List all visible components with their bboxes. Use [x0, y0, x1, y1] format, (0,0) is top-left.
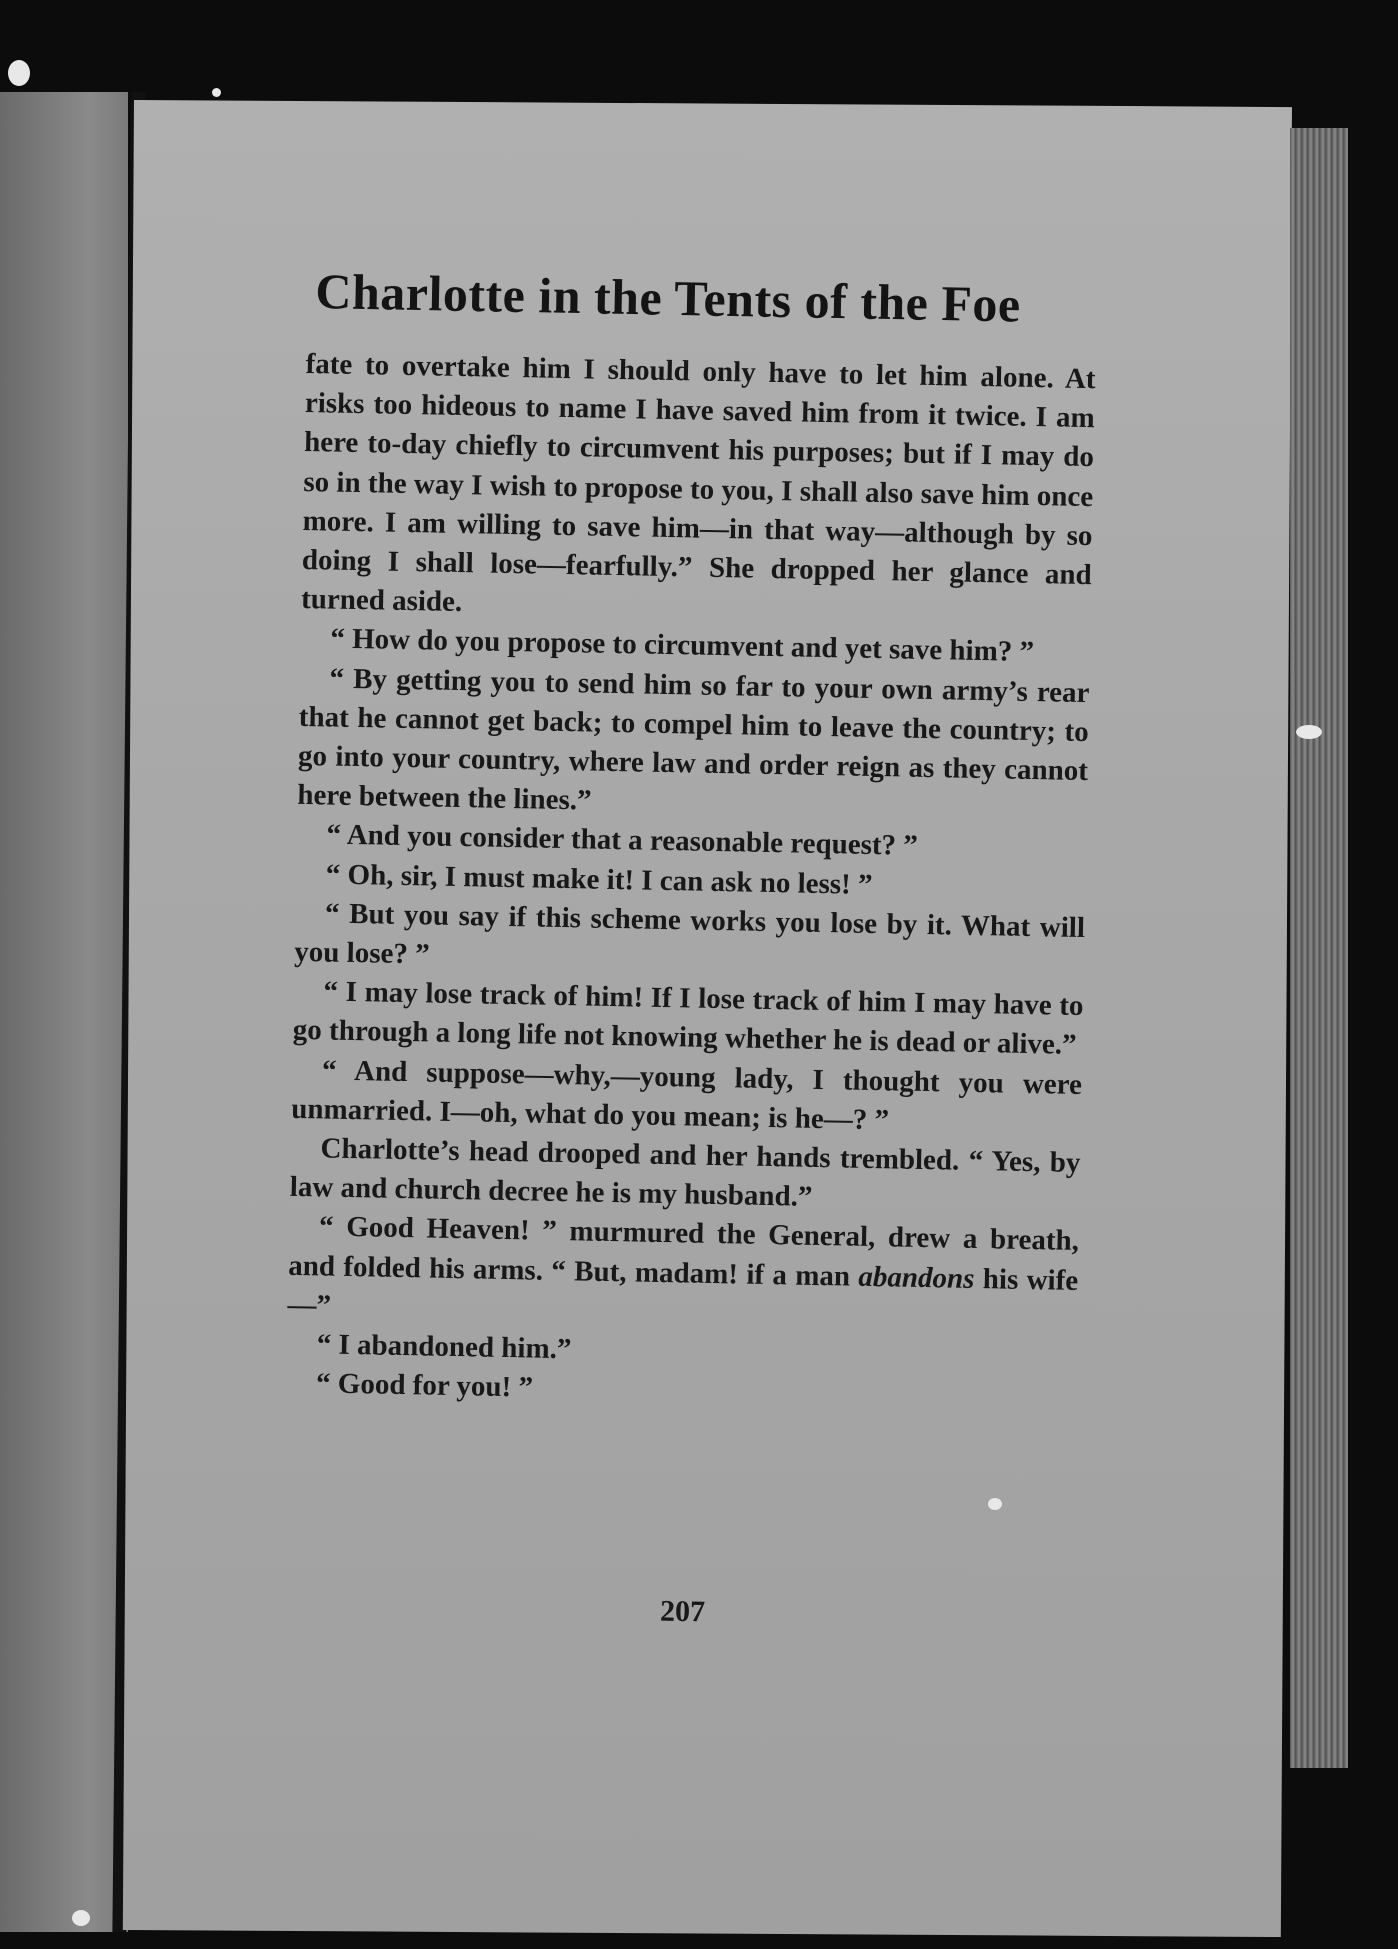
paragraph: “ Oh, sir, I must make it! I can ask no less! ”	[325, 858, 873, 901]
italic-word: abandons	[858, 1260, 975, 1295]
scan-speck	[1296, 725, 1322, 739]
page-stack-edges	[1290, 128, 1348, 1768]
paragraph: “ I may lose track of him! If I lose track of him I may have to go through a long life not knowing whether he is dead or alive.”	[292, 975, 1084, 1062]
body-text	[286, 345, 1096, 1418]
paragraph: “ Good for you! ”	[315, 1367, 534, 1404]
paragraph: “ And suppose—why,—young lady, I thought you were unmarried. I—oh, what do you mean; is he—? ”	[291, 1054, 1083, 1137]
paragraph: fate to overtake him I should only have to let him alone. At risks too hideous to name I have saved him from it twice. I am here to-day chiefly to circumvent his purposes; but if I may do so in the way I wish to propose to you, I shall also save him once more. I am willing to save him—in that way—although by so doing I shall lose—fearfully.” She dropped her glance and turned aside.	[300, 347, 1096, 619]
paragraph-part: his wife—”	[287, 1262, 1079, 1322]
page-number: 207	[659, 1594, 706, 1629]
scan-speck	[988, 1498, 1002, 1510]
paragraph: “ And you consider that a reasonable request? ”	[326, 818, 919, 863]
paragraph: “ How do you propose to circumvent and yet save him? ”	[330, 622, 1035, 669]
left-page-edge	[0, 92, 128, 1932]
scan-speck	[72, 1910, 90, 1926]
paragraph: “ By getting you to send him so far to your own army’s rear that he cannot get back; to compel him to leave the country; to go into your country, where law and order reign as they cannot here between the lines.”	[297, 662, 1090, 817]
paragraph	[287, 1207, 1079, 1340]
paragraph: “ But you say if this scheme works you lose by it. What will you lose? ”	[294, 897, 1086, 971]
paragraph: “ I abandoned him.”	[316, 1328, 572, 1366]
scan-speck	[8, 60, 30, 86]
paragraph-part: “ Good Heaven! ” murmured the General, drew a breath, and folded his arms. “ But, madam! if a man	[288, 1210, 1080, 1293]
scan-speck	[212, 88, 221, 97]
paragraph: Charlotte’s head drooped and her hands trembled. “ Yes, by law and church decree he is my husband.”	[289, 1132, 1081, 1214]
running-head: Charlotte in the Tents of the Foe	[314, 262, 1022, 333]
